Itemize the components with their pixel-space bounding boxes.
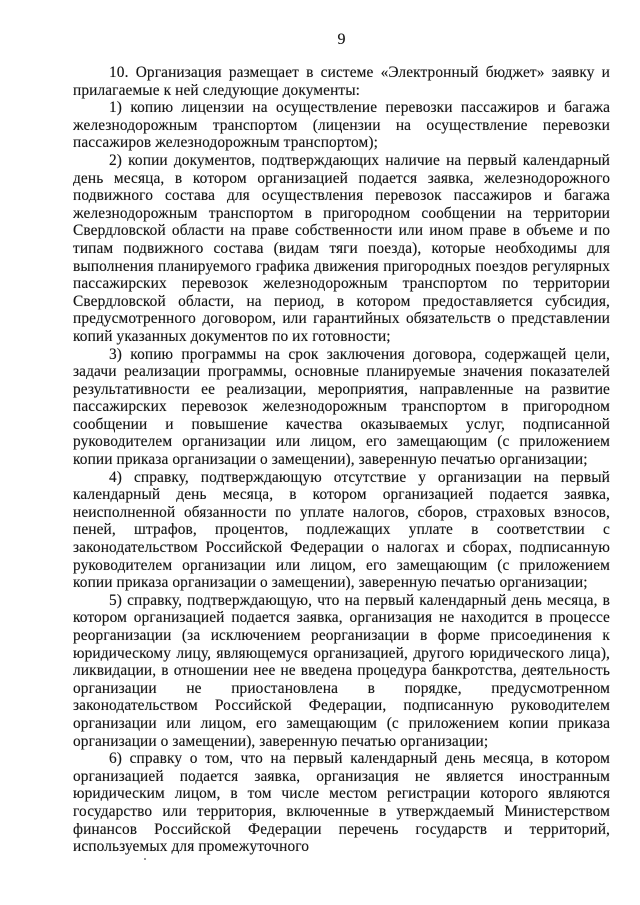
- list-item-5: 5) справку, подтверждающую, что на первый календарный день месяца, в котором организацией подается заявка, организация не находится в процессе реорганизации (за исключением реорганизации в форме присоединения к юридическому лицу, являющемуся организацией, другого юридического лица), ликвидации, в отношении нее не введена процедура банкротства, деятельность организации не приостановлена в порядке, предусмотренном законодательством Российской Федерации, подписанную руководителем организации или лицом, его замещающим (с приложением копии приказа организации о замещении), заверенную печатью организации;: [73, 591, 610, 750]
- page-number: 9: [337, 31, 346, 48]
- paragraph-10-intro: 10. Организация размещает в системе «Электронный бюджет» заявку и прилагаемые к ней следующие документы:: [73, 64, 610, 99]
- list-item-6: 6) справку о том, что на первый календарный день месяца, в котором организацией подается заявка, организация не является иностранным юридическим лицом, в том числе местом регистрации которого являются государство или территория, включенные в утверждаемый Министерством финансов Российской Федерации перечень государств и территорий, используемых для промежуточного: [73, 750, 610, 856]
- document-body: [73, 64, 610, 856]
- list-item-4: 4) справку, подтверждающую отсутствие у организации на первый календарный день месяца, в котором организацией подается заявка, неисполненной обязанности по уплате налогов, сборов, страховых взносов, пеней, штрафов, процентов, подлежащих уплате в соответствии с законодательством Российской Федерации о налогах и сборах, подписанную руководителем организации или лицом, его замещающим (с приложением копии приказа организации о замещении), заверенную печатью организации;: [73, 468, 610, 592]
- list-item-1: 1) копию лицензии на осуществление перевозки пассажиров и багажа железнодорожным транспортом (лицензии на осуществление перевозки пассажиров железнодорожным транспортом);: [73, 99, 610, 152]
- list-item-3: 3) копию программы на срок заключения договора, содержащей цели, задачи реализации программы, основные планируемые значения показателей результативности ее реализации, мероприятия, направленные на развитие пассажирских перевозок железнодорожным транспортом в пригородном сообщении и повышение качества оказываемых услуг, подписанной руководителем организации или лицом, его замещающим (с приложением копии приказа организации о замещении), заверенную печатью организации;: [73, 345, 610, 469]
- list-item-2: 2) копии документов, подтверждающих наличие на первый календарный день месяца, в котором организацией подается заявка, железнодорожного подвижного состава для осуществления перевозок пассажиров и багажа железнодорожным транспортом в пригородном сообщении на территории Свердловской области на праве собственности или ином праве в объеме и по типам подвижного состава (видам тяги поезда), которые необходимы для выполнения планируемого графика движения пригородных поездов регулярных пассажирских перевозок железнодорожным транспортом по территории Свердловской области, на период, в котором предоставляется субсидия, предусмотренного договором, или гарантийных обязательств о представлении копий указанных документов по их готовности;: [73, 151, 610, 345]
- scan-artifact-dot: [144, 858, 146, 860]
